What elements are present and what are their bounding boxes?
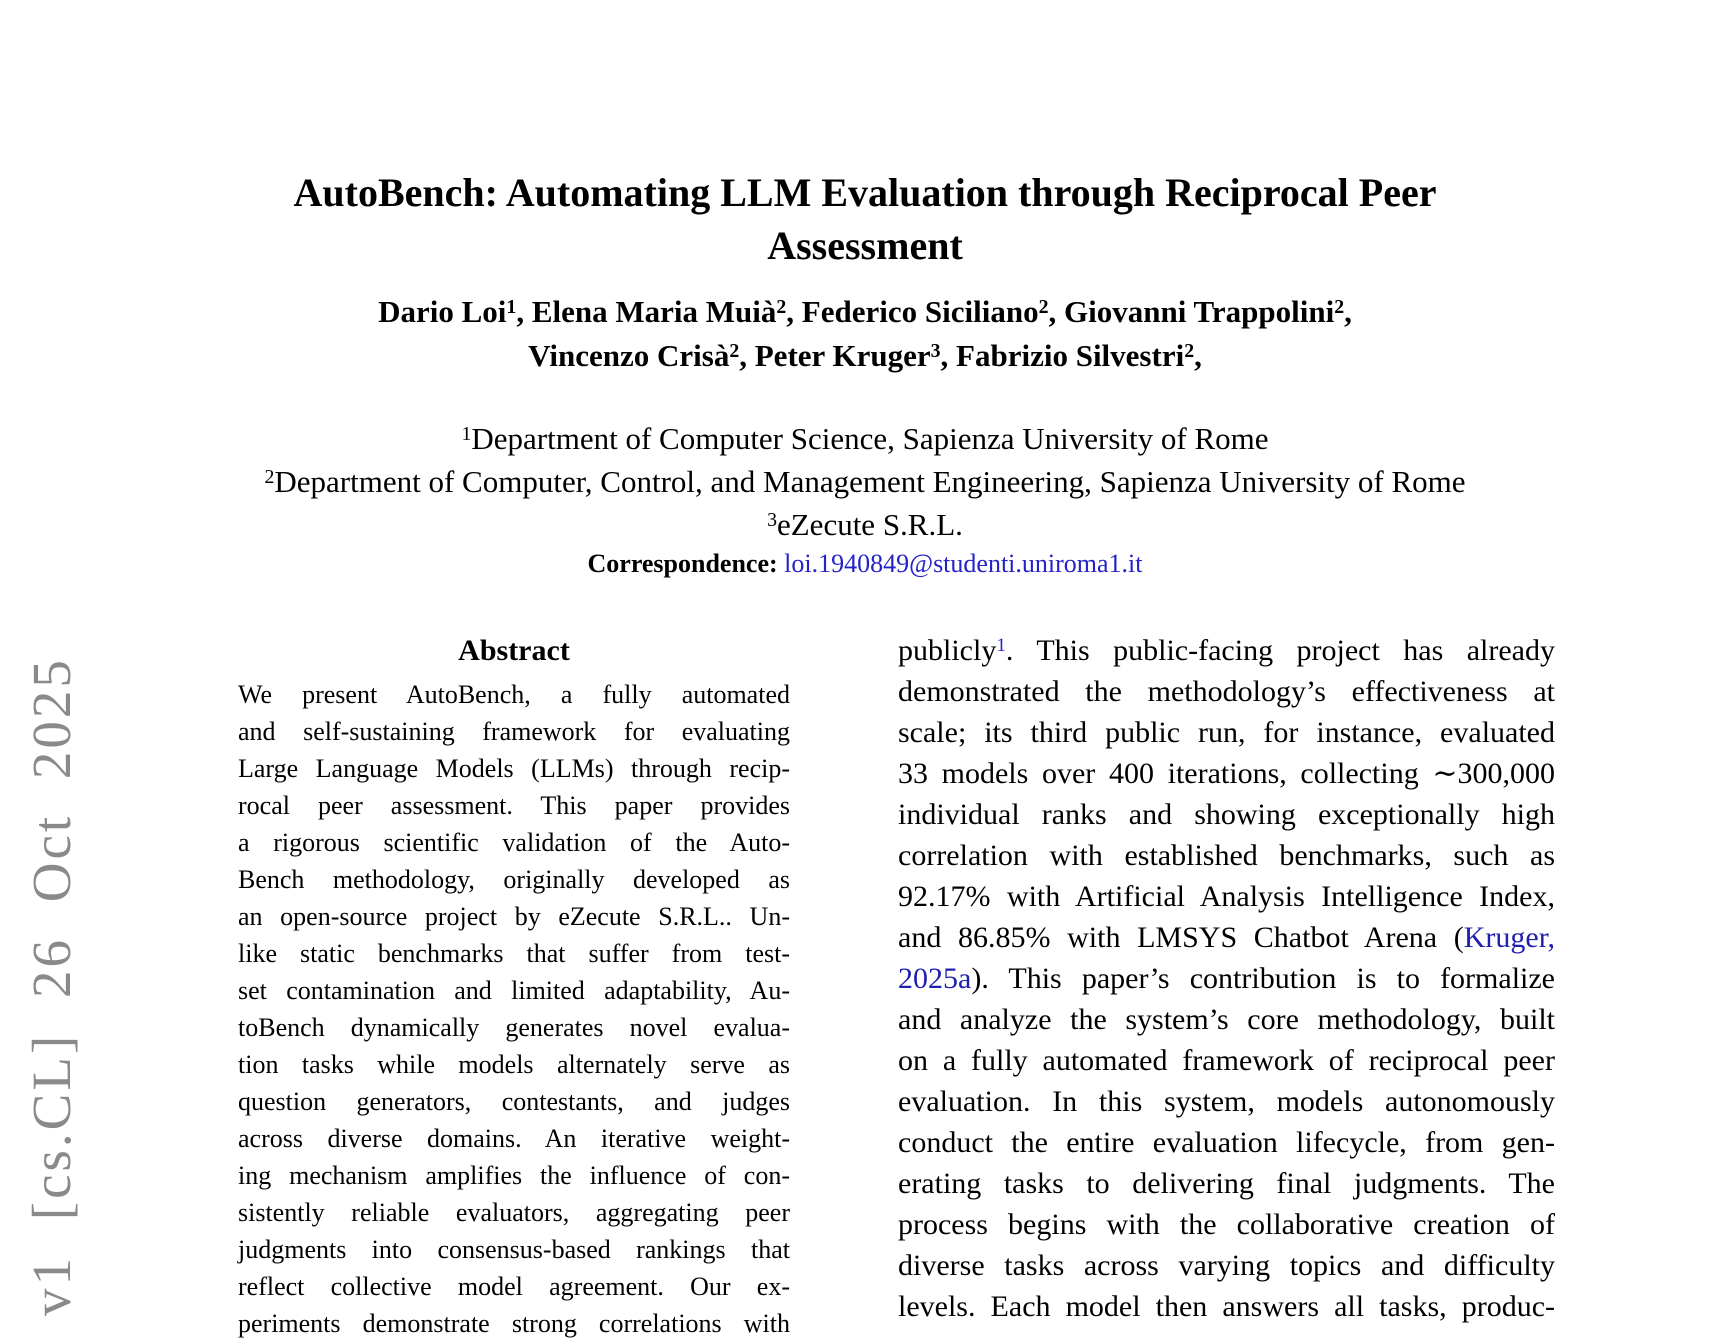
text-segment: Bench methodology, originally developed as [238,865,790,894]
text-segment: , Elena Maria Muià [516,294,777,329]
text-line [898,917,1555,958]
text-segment: across diverse domains. An iterative weight- [238,1124,790,1153]
text-segment: ing mechanism amplifies the influence of con- [238,1161,790,1190]
text-segment: 2 [264,466,275,489]
correspondence-line [0,548,1730,580]
text-line [898,876,1555,917]
text-segment: 1 [461,423,472,446]
text-segment: publicly [898,634,997,667]
affiliation-list [0,417,1730,546]
text-segment: 3 [767,509,777,532]
text-segment: ). This paper’s contribution is to formalize [971,962,1555,995]
text-segment: Vincenzo Crisà [528,338,730,373]
text-segment: , Fabrizio Silvestri [940,338,1185,373]
text-segment: 33 models over 400 iterations, collecting ∼300,000 [898,757,1555,790]
text-line [238,1120,790,1157]
text-line [898,630,1555,671]
text-segment: demonstrated the methodology’s effectiveness at [898,675,1555,708]
affiliation-line [0,503,1730,546]
text-segment: eZecute S.R.L. [776,507,963,542]
text-segment: 2 [1334,296,1345,319]
text-segment: 92.17% with Artificial Analysis Intelligence Index, [898,880,1555,913]
text-segment: 2 [776,296,787,319]
text-segment: We present AutoBench, a fully automated [238,680,790,709]
paper-title-line-2: Assessment [767,223,963,268]
text-segment: set contamination and limited adaptability, Au- [238,976,790,1005]
text-line [898,1163,1555,1204]
text-segment: correlation with established benchmarks, such as [898,839,1555,872]
author-list [0,290,1730,378]
text-line [238,861,790,898]
footnote-ref[interactable]: 1 [996,635,1006,657]
author-line [0,334,1730,378]
text-segment: 1 [506,296,517,319]
text-segment: , Giovanni Trappolini [1048,294,1335,329]
text-line [898,1122,1555,1163]
text-line [238,1231,790,1268]
introduction-column [898,630,1555,1327]
abstract-heading: Abstract [458,634,570,667]
text-line [238,676,790,713]
text-line [238,824,790,861]
text-segment: , Federico Siciliano [786,294,1039,329]
abstract-column [238,633,790,1342]
text-segment: , Peter Kruger [739,338,931,373]
text-line [238,787,790,824]
correspondence-email-link[interactable]: loi.1940849@studenti.uniroma1.it [784,549,1143,578]
text-segment: and 86.85% with LMSYS Chatbot Arena ( [898,921,1464,954]
text-line [898,1040,1555,1081]
text-segment: reflect collective model agreement. Our ex- [238,1272,790,1301]
text-line [238,898,790,935]
text-line [238,1046,790,1083]
text-line [898,999,1555,1040]
text-segment: Department of Computer Science, Sapienza University of Rome [471,421,1269,456]
text-line [898,1245,1555,1286]
text-segment: , [1194,338,1202,373]
text-line [238,1083,790,1120]
text-segment: conduct the entire evaluation lifecycle, from gen- [898,1126,1555,1159]
affiliation-line [0,417,1730,460]
text-segment: Correspondence: [587,549,785,578]
text-line [238,713,790,750]
text-segment: evaluation. In this system, models autonomously [898,1085,1555,1118]
text-line [238,1268,790,1305]
text-line [898,671,1555,712]
text-segment: rocal peer assessment. This paper provides [238,791,790,820]
text-segment: Dario Loi [378,294,507,329]
citation-link[interactable]: Kruger, [1463,921,1555,954]
text-segment: on a fully automated framework of reciprocal peer [898,1044,1555,1077]
text-segment: , [1344,294,1352,329]
text-segment: and self-sustaining framework for evaluating [238,717,790,746]
text-line [238,935,790,972]
author-line [0,290,1730,334]
text-line [898,712,1555,753]
text-segment: . This public-facing project has already [1005,634,1555,667]
text-segment: 2 [1038,296,1049,319]
introduction-body [898,630,1555,1327]
text-segment: periments demonstrate strong correlations with [238,1309,790,1338]
text-segment: and analyze the system’s core methodology, built [898,1003,1555,1036]
text-line [238,1305,790,1342]
text-segment: Department of Computer, Control, and Management Engineering, Sapienza University of Rome [274,464,1466,499]
text-segment: a rigorous scientific validation of the Auto- [238,828,790,857]
text-segment: judgments into consensus-based rankings that [238,1235,790,1264]
text-segment: individual ranks and showing exceptionally high [898,798,1555,831]
text-segment: diverse tasks across varying topics and difficulty [898,1249,1555,1282]
text-segment: 2 [1184,340,1195,363]
text-line [898,1081,1555,1122]
text-segment: Large Language Models (LLMs) through recip- [238,754,790,783]
text-line [238,972,790,1009]
text-segment: sistently reliable evaluators, aggregating peer [238,1198,790,1227]
text-segment: question generators, contestants, and judges [238,1087,790,1116]
citation-link[interactable]: 2025a [898,962,972,995]
text-segment: 2 [729,340,740,363]
text-line [898,1204,1555,1245]
text-segment: tion tasks while models alternately serve as [238,1050,790,1079]
text-segment: scale; its third public run, for instance, evaluated [898,716,1555,749]
text-line [238,750,790,787]
text-line [898,753,1555,794]
paper-title [0,166,1730,272]
paper-title-line-1: AutoBench: Automating LLM Evaluation through Reciprocal Peer [293,170,1437,215]
abstract-body [238,676,790,1342]
text-segment: levels. Each model then answers all tasks, produc- [898,1290,1555,1323]
text-line [898,1286,1555,1327]
arxiv-version-stamp: v1 [cs.CL] 26 Oct 2025 [21,657,82,1316]
text-line [898,958,1555,999]
text-segment: process begins with the collaborative creation of [898,1208,1555,1241]
text-segment: like static benchmarks that suffer from test- [238,939,790,968]
text-segment: erating tasks to delivering final judgments. The [898,1167,1555,1200]
text-segment: toBench dynamically generates novel evalua- [238,1013,790,1042]
text-line [898,835,1555,876]
text-line [238,1194,790,1231]
text-segment: 3 [930,340,941,363]
text-line [898,794,1555,835]
text-segment: an open-source project by eZecute S.R.L.. Un- [238,902,790,931]
text-line [238,1009,790,1046]
text-line [238,1157,790,1194]
affiliation-line [0,460,1730,503]
